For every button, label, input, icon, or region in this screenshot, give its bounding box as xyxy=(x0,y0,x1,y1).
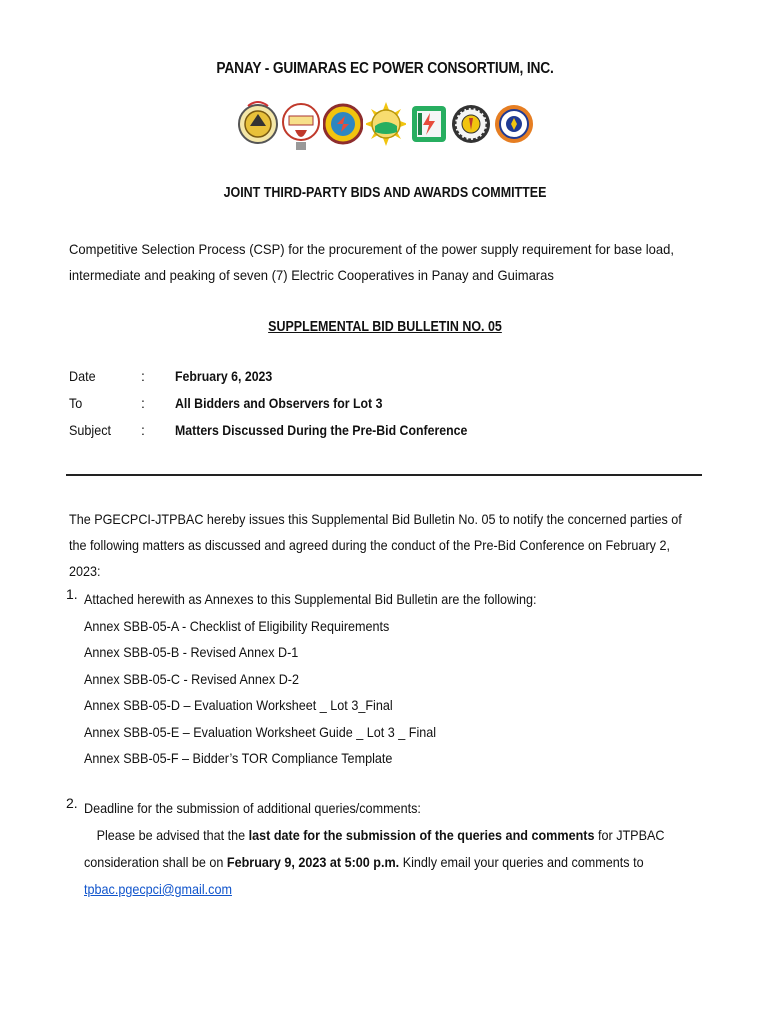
annex-list xyxy=(84,613,587,772)
aneco-logo xyxy=(238,92,278,156)
deadline-text: for JTPBAC consideration shall be on xyxy=(84,827,665,870)
list-number: 1. xyxy=(66,586,78,602)
numbered-list xyxy=(66,586,587,772)
member-logos xyxy=(238,90,534,158)
body-paragraph: The PGECPCI-JTPBAC hereby issues this Supplemental Bid Bulletin No. 05 to notify the concerned parties of the following matters as discussed and agreed during the conduct of the Pre-Bid Conference on February 2, 2023: xyxy=(69,511,682,579)
memo-label: To xyxy=(69,395,83,411)
memo-value: Matters Discussed During the Pre-Bid Conference xyxy=(175,422,468,438)
deadline-text: Kindly email your queries and comments to xyxy=(399,854,644,870)
list-item-1 xyxy=(66,586,587,772)
bulletin-title: SUPPLEMENTAL BID BULLETIN NO. 05 xyxy=(268,319,502,335)
memo-label: Date xyxy=(69,368,96,384)
email-link[interactable]: tpbac.pgecpci@gmail.com xyxy=(84,881,232,897)
antteco-logo xyxy=(281,92,321,156)
annex-item: Annex SBB-05-D – Evaluation Worksheet _ Lot 3_Final xyxy=(84,697,393,713)
intro-paragraph: Competitive Selection Process (CSP) for the procurement of the power supply requirement for base load, intermediate and peaking of seven (7) Electric Cooperatives in Panay and Guimaras xyxy=(69,241,675,283)
ileco-logo xyxy=(494,92,534,156)
gueco-logo xyxy=(366,92,406,156)
list-number: 2. xyxy=(66,795,78,811)
annex-item: Annex SBB-05-B - Revised Annex D-1 xyxy=(84,644,299,660)
iloeco-logo xyxy=(409,92,449,156)
memo-value: All Bidders and Observers for Lot 3 xyxy=(175,395,383,411)
memo-colon: : xyxy=(141,395,145,411)
list-item-2 xyxy=(66,795,458,822)
horizontal-divider xyxy=(66,474,702,476)
list-item-heading: Deadline for the submission of additional queries/comments: xyxy=(84,800,421,816)
list-item-text: Attached herewith as Annexes to this Supplemental Bid Bulletin are the following: xyxy=(84,591,537,607)
annex-item: Annex SBB-05-F – Bidder’s TOR Compliance Template xyxy=(84,750,393,766)
deadline-emphasis: last date for the submission of the queries and comments xyxy=(248,827,595,843)
committee-heading: JOINT THIRD-PARTY BIDS AND AWARDS COMMITTEE xyxy=(223,185,547,201)
organization-title: PANAY - GUIMARAS EC POWER CONSORTIUM, INC. xyxy=(216,60,554,77)
memo-label: Subject xyxy=(69,422,112,438)
annex-item: Annex SBB-05-A - Checklist of Eligibility Requirements xyxy=(84,617,390,634)
memo-colon: : xyxy=(141,368,145,384)
capelco-logo xyxy=(323,92,363,156)
annex-item: Annex SBB-05-E – Evaluation Worksheet Guide _ Lot 3 _ Final xyxy=(84,723,437,740)
deadline-date: February 9, 2023 at 5:00 p.m. xyxy=(226,854,400,870)
deadline-paragraph xyxy=(84,822,705,903)
iselco-logo xyxy=(451,92,491,156)
memo-colon: : xyxy=(141,422,145,438)
deadline-text: Please be advised that the xyxy=(96,827,249,843)
memo-value: February 6, 2023 xyxy=(175,368,273,384)
annex-item: Annex SBB-05-C - Revised Annex D-2 xyxy=(84,670,300,687)
